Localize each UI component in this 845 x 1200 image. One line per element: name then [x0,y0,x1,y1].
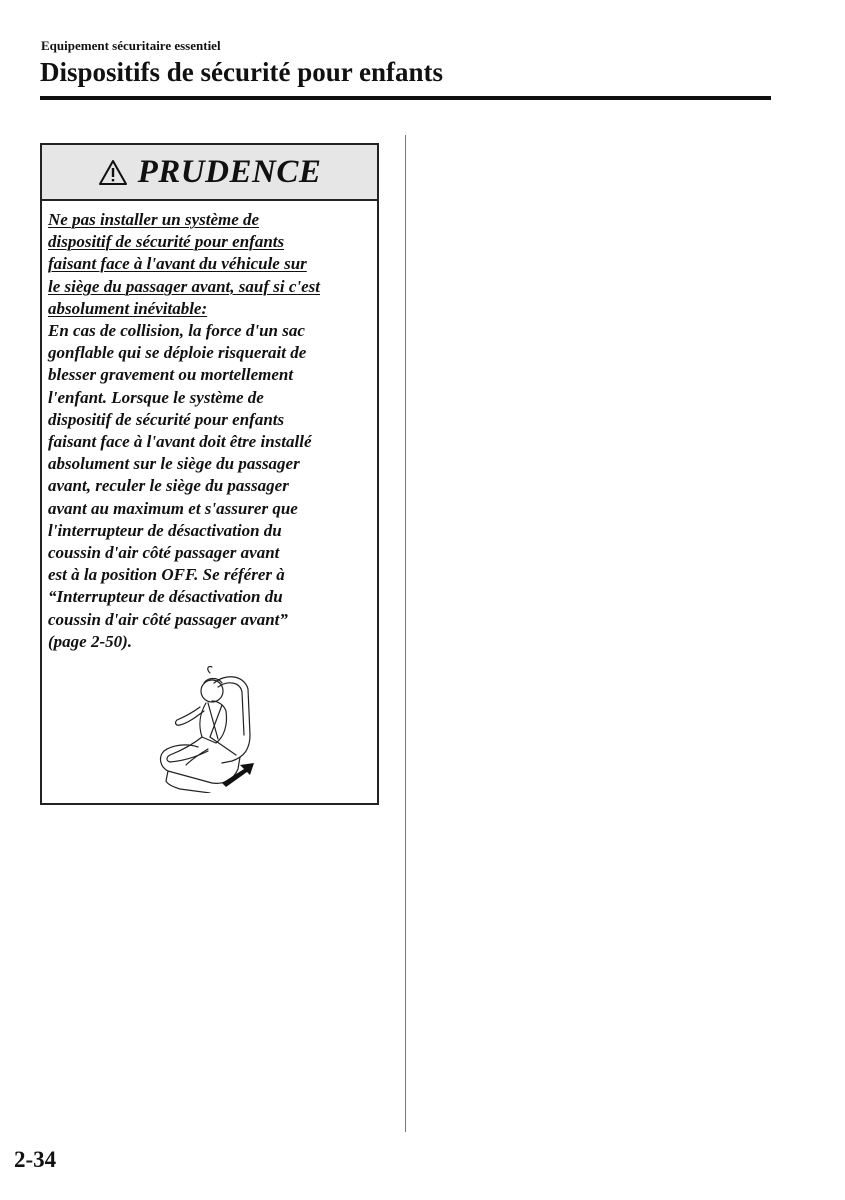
caution-title: PRUDENCE [137,153,322,190]
caution-body-line: est à la position OFF. Se référer à [48,565,285,585]
caution-body-line: coussin d'air côté passager avant [48,543,280,563]
section-label: Equipement sécuritaire essentiel [41,38,221,53]
caution-header [42,145,377,201]
caution-body-line: blesser gravement ou mortellement [48,365,294,385]
warning-triangle-icon [98,159,128,186]
caution-body-line: absolument sur le siège du passager [48,454,300,474]
caution-body-line: En cas de collision, la force d'un sac [48,321,305,341]
caution-body-line: (page 2-50). [48,631,133,651]
caution-body-line: l'interrupteur de désactivation du [48,520,282,540]
caution-box [40,143,379,805]
caution-heading-line: faisant face à l'avant du véhicule sur [48,254,307,274]
caution-body-line: gonflable qui se déploie risquerait de [48,343,307,363]
caution-body-line: l'enfant. Lorsque le système de [48,387,264,407]
child-seat-illustration [152,665,267,793]
caution-body-line: avant au maximum et s'assurer que [48,498,298,518]
caution-heading-line: Ne pas installer un système de [48,210,260,229]
caution-body-line: “Interrupteur de désactivation du [48,587,283,607]
caution-body-line: faisant face à l'avant doit être installé [48,432,312,452]
column-divider [405,135,406,1132]
caution-body-line: dispositif de sécurité pour enfants [48,409,285,429]
caution-body-line: coussin d'air côté passager avant” [48,609,288,629]
caution-heading-line: dispositif de sécurité pour enfants [48,232,285,252]
page-number: 2-34 [14,1147,57,1172]
caution-heading-line: le siège du passager avant, sauf si c'est [48,276,320,296]
caution-body-line: avant, reculer le siège du passager [48,476,289,496]
page-title: Dispositifs de sécurité pour enfants [40,57,444,87]
title-rule [40,96,771,100]
caution-heading-line: absolument inévitable: [48,298,208,318]
caution-text [48,209,378,653]
